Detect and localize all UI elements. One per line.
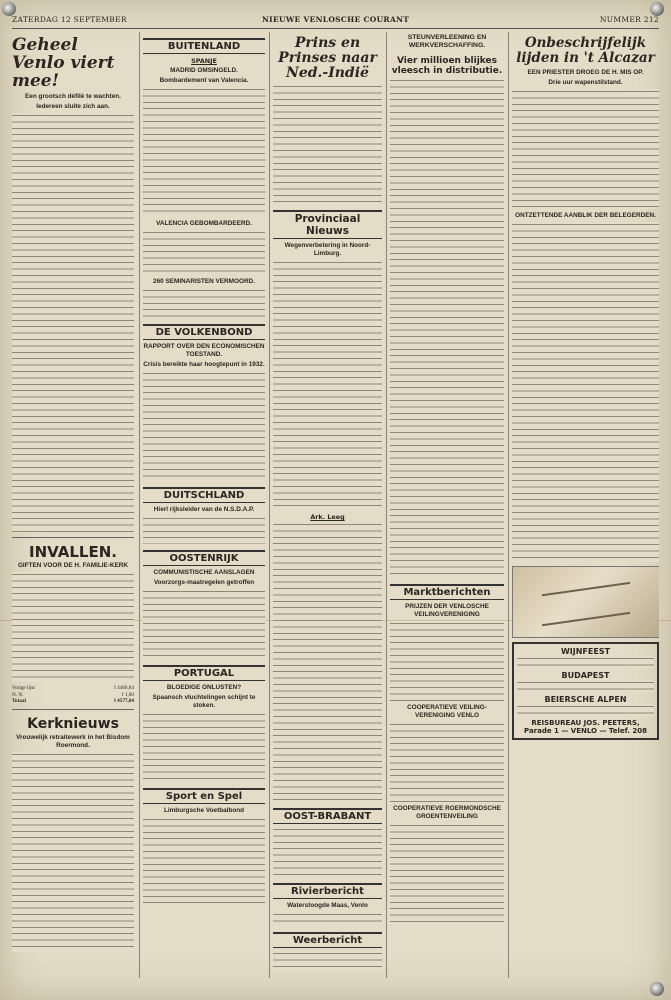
dept-arcen: Ark. Leeg bbox=[310, 513, 345, 521]
article-body bbox=[390, 722, 504, 802]
article-body bbox=[12, 752, 134, 952]
headline-prins: Prins en Prinses naar Ned.-Indië bbox=[278, 35, 377, 81]
article-body bbox=[273, 260, 382, 510]
section-sport: Sport en Spel bbox=[143, 788, 265, 804]
subheadline: Bombardement van Valencia. bbox=[159, 77, 249, 84]
subheadline: Waterstoogde Maas, Venlo bbox=[287, 902, 368, 909]
section-portugal: PORTUGAL bbox=[143, 665, 265, 681]
subheadline: Drie uur wapenstilstand. bbox=[548, 79, 623, 86]
headline-kerknieuws: Kerknieuws bbox=[27, 715, 119, 732]
travel-advertisement bbox=[512, 642, 659, 740]
column-2 bbox=[143, 32, 265, 978]
headline-alcazar: Onbeschrijfelijk lijden in 't Alcazar bbox=[516, 35, 655, 66]
subheadline: BLOEDIGE ONLUSTEN? bbox=[166, 684, 242, 691]
ad-company: REISBUREAU JOS. PEETERS, bbox=[531, 719, 640, 727]
headline-invallen: INVALLEN. bbox=[29, 543, 117, 561]
article-body bbox=[273, 912, 382, 926]
subheadline: VALENCIA GEBOMBARDEERD. bbox=[156, 220, 252, 227]
section-duitschland: DUITSCHLAND bbox=[143, 487, 265, 503]
subheadline: EEN PRIESTER DROEG DE H. MIS OP. bbox=[527, 69, 644, 76]
article-body bbox=[143, 712, 265, 782]
subheadline: Voorzorgs-maatregelen getroffen bbox=[153, 579, 255, 586]
subheadline: ONTZETTENDE AANBLIK DER BELEGERDEN. bbox=[515, 212, 656, 219]
subheadline: PRIJZEN DER VENLOSCHE VEILINGVERENIGING bbox=[405, 603, 489, 618]
article-body bbox=[273, 951, 382, 971]
article-body bbox=[390, 78, 504, 578]
article-body bbox=[143, 817, 265, 907]
masthead-date: ZATERDAG 12 SEPTEMBER bbox=[12, 15, 127, 24]
article-body bbox=[143, 288, 265, 318]
column-5 bbox=[512, 32, 659, 978]
subheadline: Spaansch vluchtelingen schijnt te stoken. bbox=[152, 694, 256, 709]
subheadline: 260 SEMINARISTEN VERMOORD. bbox=[153, 278, 255, 285]
column-3 bbox=[273, 32, 382, 978]
list-item: Vorige lijst f 4466,84 bbox=[12, 685, 134, 691]
subheadline: COOPERATIEVE ROERMONDSCHE GROENTENVEILING bbox=[393, 805, 501, 820]
column-rule bbox=[508, 32, 509, 978]
list-item: Totaal f 4577,84 bbox=[12, 698, 134, 705]
subheadline: RAPPORT OVER DEN ECONOMISCHEN TOESTAND. bbox=[143, 343, 265, 358]
article-body bbox=[143, 371, 265, 481]
dept-spanje: SPANJE bbox=[191, 57, 217, 65]
article-body bbox=[390, 823, 504, 923]
column-rule bbox=[269, 32, 270, 978]
article-body bbox=[12, 572, 134, 682]
article-body bbox=[512, 89, 659, 209]
subheadline: Hierl rijksleider van de N.S.D.A.P. bbox=[153, 506, 255, 513]
section-volkenbond: DE VOLKENBOND bbox=[143, 324, 265, 340]
subheadline: Een grootsch défilé te wachten. bbox=[25, 93, 121, 100]
subheadline: COOPERATIEVE VEILING-VERENIGING VENLO bbox=[407, 704, 487, 719]
masthead-title: NIEUWE VENLOSCHE COURANT bbox=[262, 15, 410, 24]
ad-body bbox=[517, 704, 654, 716]
pin-icon bbox=[650, 982, 664, 996]
article-body bbox=[390, 621, 504, 701]
column-1 bbox=[12, 32, 134, 978]
article-body bbox=[143, 87, 265, 217]
article-body bbox=[273, 84, 382, 204]
divider bbox=[12, 537, 134, 538]
list-item: N. N. f 1,00 bbox=[12, 691, 134, 698]
section-marktberichten: Marktberichten bbox=[390, 584, 504, 600]
subheadline: MADRID OMSINGELD. bbox=[170, 67, 238, 74]
subheadline: Wegenverbetering in Noord-Limburg. bbox=[284, 242, 371, 257]
subheadline: Iedereen sluite zich aan. bbox=[36, 103, 110, 110]
ad-body bbox=[517, 680, 654, 692]
section-weerbericht: Weerbericht bbox=[273, 932, 382, 948]
ad-address: Parade 1 — VENLO — Telef. 208 bbox=[524, 727, 647, 735]
article-body bbox=[143, 589, 265, 659]
subheadline: STEUNVERLEENING EN WERKVERSCHAFFING. bbox=[407, 34, 487, 49]
column-rule bbox=[139, 32, 140, 978]
article-body bbox=[12, 113, 134, 533]
ad-heading: WIJNFEEST bbox=[560, 647, 611, 656]
section-buitenland: BUITENLAND bbox=[143, 38, 265, 54]
column-rule bbox=[386, 32, 387, 978]
headline-steun: Vier millioen blijkes vleesch in distributie. bbox=[391, 56, 503, 76]
article-body bbox=[512, 222, 659, 562]
section-provinciaal: Provinciaal Nieuws bbox=[273, 210, 382, 239]
divider bbox=[12, 709, 134, 710]
ad-body bbox=[517, 656, 654, 668]
headline-venlo: Geheel Venlo viert mee! bbox=[12, 35, 115, 91]
section-oostenrijk: OOSTENRIJK bbox=[143, 550, 265, 566]
subheadline: GIFTEN VOOR DE H. FAMILIE-KERK bbox=[17, 562, 129, 569]
subheadline: Crisis bereikte haar hoogtepunt in 1932. bbox=[143, 361, 265, 368]
masthead bbox=[12, 12, 659, 29]
ad-heading: BEIERSCHE ALPEN bbox=[544, 695, 627, 704]
section-oost-brabant: OOST-BRABANT bbox=[273, 808, 382, 824]
subheadline: Limburgsche Voetbalbond bbox=[163, 807, 245, 814]
section-rivierbericht: Rivierbericht bbox=[273, 883, 382, 899]
subheadline: COMMUNISTISCHE AANSLAGEN bbox=[153, 569, 255, 576]
masthead-number: NUMMER 212 bbox=[599, 15, 659, 24]
subheadline: Vrouwelijk retraitewerk in het Bisdom Roermond. bbox=[16, 733, 130, 749]
article-body bbox=[273, 522, 382, 802]
article-body bbox=[143, 230, 265, 275]
ad-illustration bbox=[512, 566, 659, 638]
column-4 bbox=[390, 32, 504, 978]
article-body bbox=[143, 516, 265, 544]
article-body bbox=[273, 827, 382, 877]
ad-heading: BUDAPEST bbox=[561, 671, 610, 680]
